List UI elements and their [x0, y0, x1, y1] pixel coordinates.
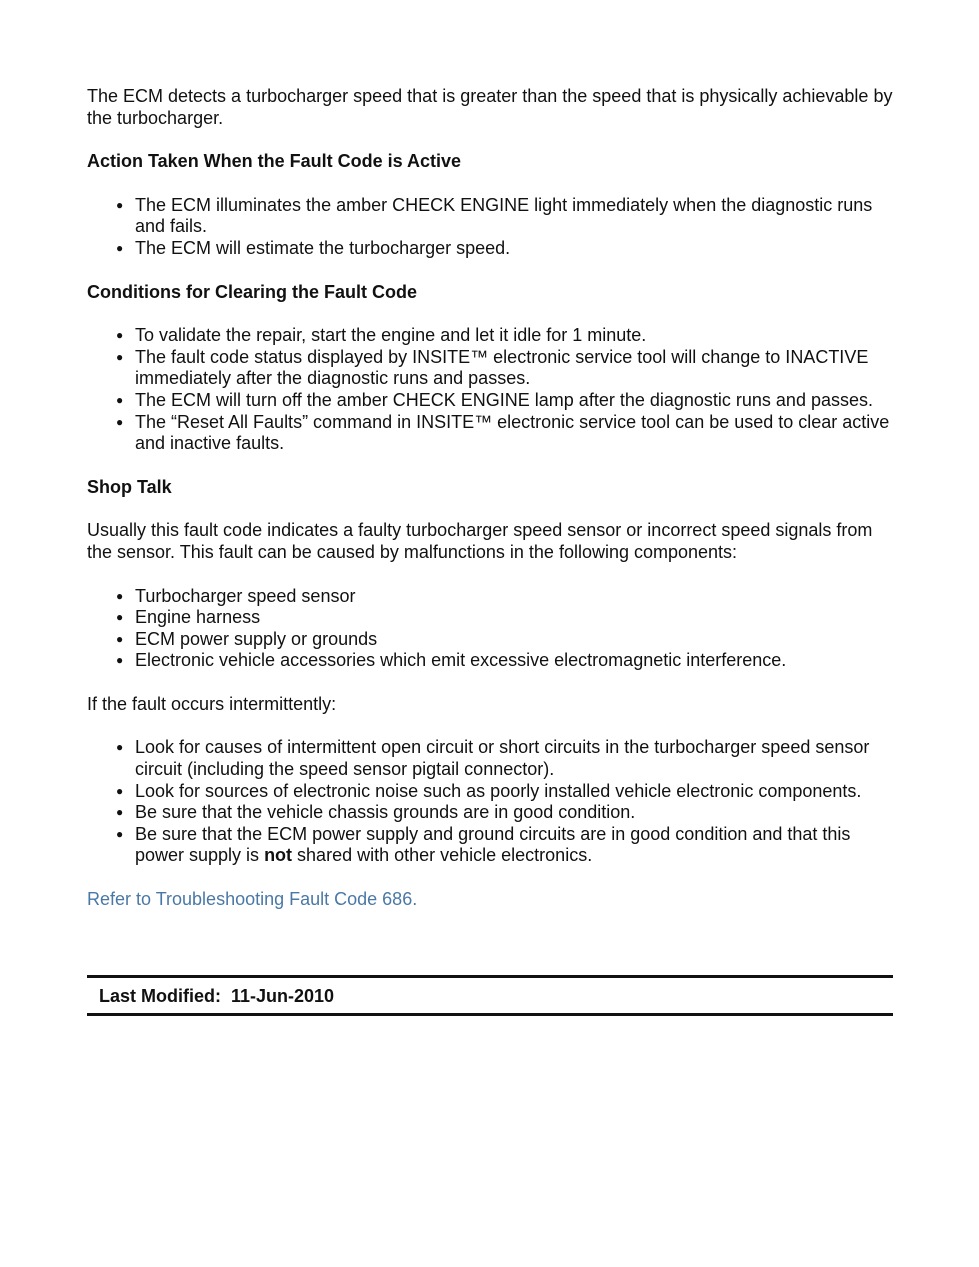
list-item-text: The ECM illuminates the amber CHECK ENGINE light immediately when the diagnostic runs and fails.: [135, 194, 873, 237]
action-list: [87, 195, 893, 260]
shop-talk-paragraph: Usually this fault code indicates a faulty turbocharger speed sensor or incorrect speed signals from the sensor. This fault can be caused by malfunctions in the following components:: [87, 520, 873, 562]
shop-talk-heading: Shop Talk: [87, 476, 172, 497]
clearing-heading: Conditions for Clearing the Fault Code: [87, 281, 417, 302]
list-item: [116, 346, 893, 390]
action-heading: Action Taken When the Fault Code is Active: [87, 151, 462, 172]
intermittent-list: [87, 737, 893, 867]
bullet-icon: ●: [116, 805, 124, 820]
list-item-text: Look for sources of electronic noise such as poorly installed vehicle electronic components.: [135, 780, 862, 801]
list-item-text: To validate the repair, start the engine and let it idle for 1 minute.: [135, 325, 647, 346]
list-item: [116, 194, 893, 238]
list-item-text: Turbocharger speed sensor: [135, 585, 356, 606]
intermittent-intro: If the fault occurs intermittently:: [87, 693, 337, 714]
bullet-icon: ●: [116, 197, 124, 212]
bullet-icon: ●: [116, 653, 124, 668]
bullet-icon: ●: [116, 588, 124, 603]
list-item-text: The fault code status displayed by INSITE™ electronic service tool will change to INACTIVE immediately after the diagnostic runs and passes.: [135, 346, 869, 389]
list-item-text: Engine harness: [135, 607, 261, 628]
bullet-icon: ●: [116, 240, 124, 255]
bullet-icon: ●: [116, 349, 124, 364]
emphasis-not: not: [264, 845, 293, 866]
list-item: [116, 737, 893, 780]
list-item: [116, 325, 893, 347]
bullet-icon: ●: [116, 826, 124, 841]
bullet-icon: ●: [116, 328, 124, 343]
footer-bar: [87, 975, 893, 1016]
last-modified: Last Modified: 11-Jun-2010: [99, 986, 335, 1006]
components-list: [87, 586, 893, 672]
bullet-icon: ●: [116, 610, 124, 625]
list-item: [116, 780, 893, 803]
list-item-text-after: shared with other vehicle electronics.: [292, 845, 593, 866]
list-item-text: Be sure that the vehicle chassis grounds are in good condition.: [135, 802, 636, 823]
list-item-text: The ECM will turn off the amber CHECK ENGINE lamp after the diagnostic runs and passes.: [135, 389, 873, 410]
list-item-text: ECM power supply or grounds: [135, 628, 378, 649]
list-item: [116, 411, 893, 455]
list-item-text: [135, 824, 850, 866]
list-item-text: Electronic vehicle accessories which emit excessive electromagnetic interference.: [135, 650, 787, 671]
bullet-icon: ●: [116, 783, 124, 798]
bullet-icon: ●: [116, 392, 124, 407]
list-item-text-before: Be sure that the ECM power supply and ground circuits are in good condition and that this power supply is: [135, 823, 851, 866]
list-item: [116, 237, 893, 260]
list-item: [116, 823, 893, 867]
list-item: [116, 389, 893, 412]
troubleshooting-link[interactable]: Refer to Troubleshooting Fault Code 686.: [87, 889, 418, 910]
bullet-icon: ●: [116, 631, 124, 646]
list-item-text: The ECM will estimate the turbocharger speed.: [135, 237, 511, 258]
list-item-text: The “Reset All Faults” command in INSITE™ electronic service tool can be used to clear active and inactive faults.: [135, 411, 890, 454]
list-item: [116, 802, 893, 824]
list-item: [116, 650, 893, 672]
list-item: [116, 607, 893, 629]
list-item: [116, 628, 893, 651]
list-item: [116, 585, 893, 608]
list-item-text: Look for causes of intermittent open circuit or short circuits in the turbocharger speed sensor circuit (including the speed sensor pigtail connector).: [135, 737, 870, 780]
bullet-icon: ●: [116, 740, 124, 755]
clearing-list: [87, 325, 893, 455]
bullet-icon: ●: [116, 414, 124, 429]
document-body: [87, 86, 893, 933]
intro-paragraph: The ECM detects a turbocharger speed that is greater than the speed that is physically achievable by the turbocharger.: [87, 86, 893, 128]
